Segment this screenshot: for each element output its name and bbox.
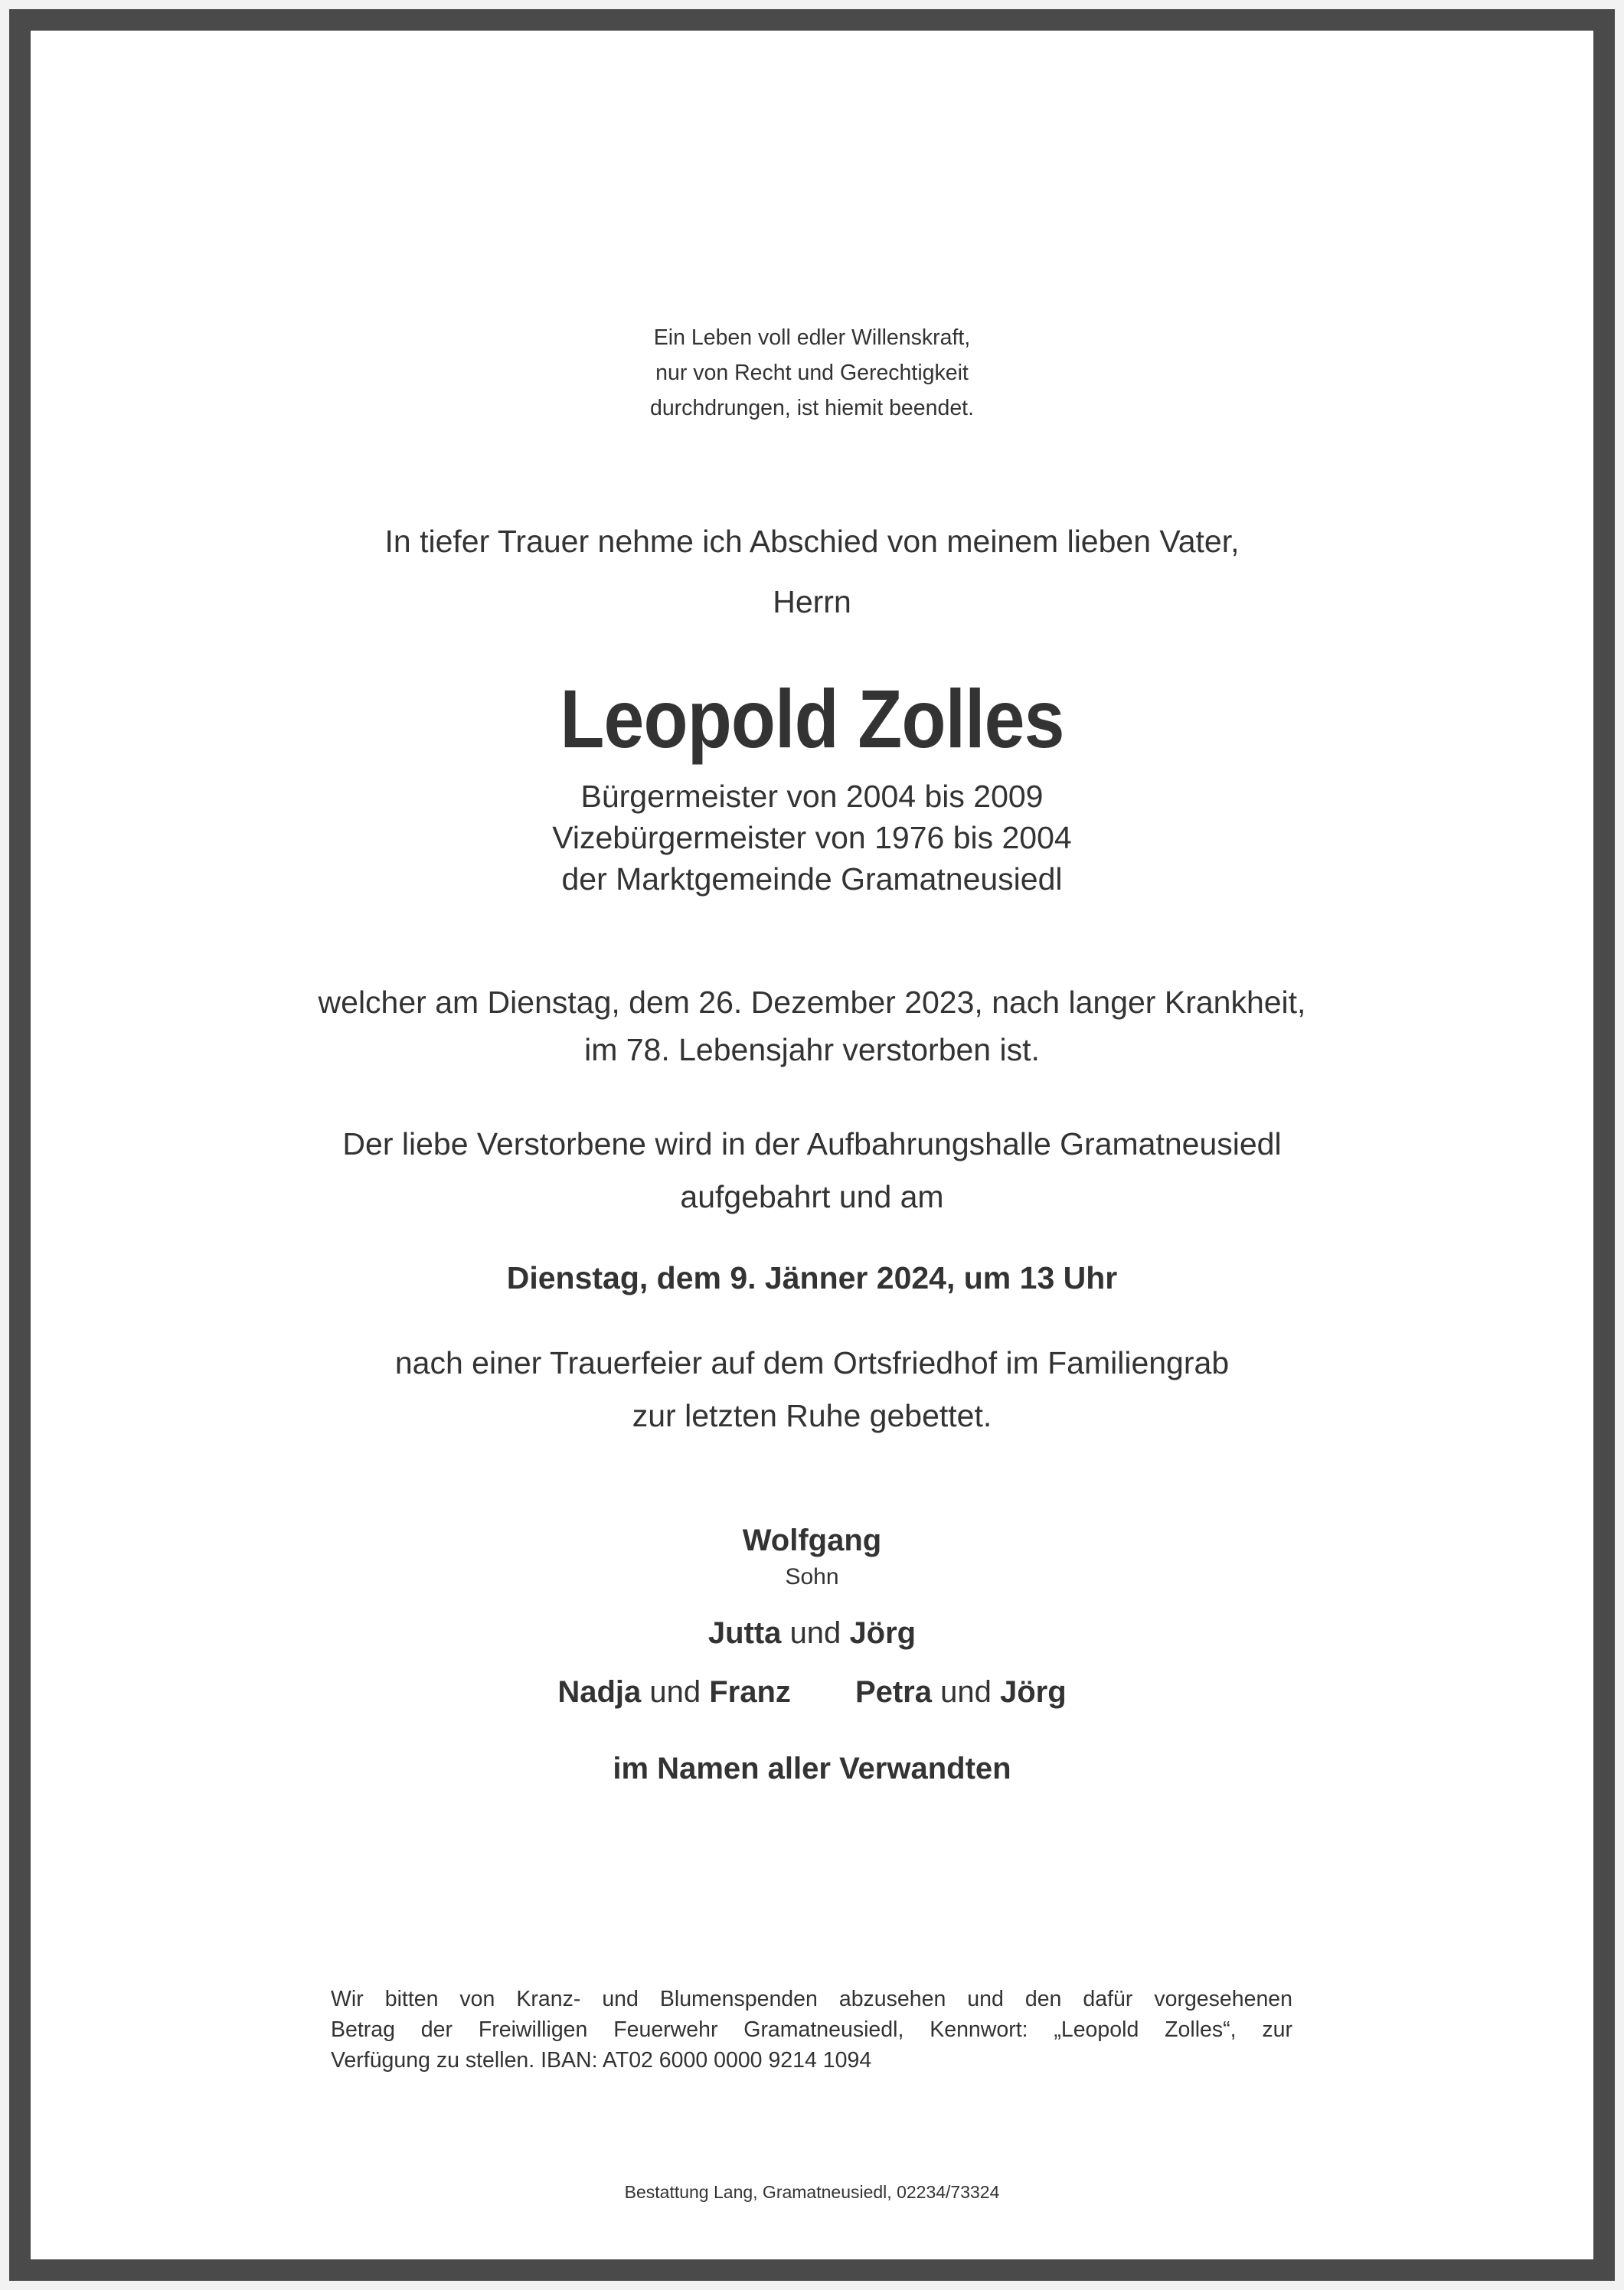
burial-line: nach einer Trauerfeier auf dem Ortsfriedhof im Familiengrab (394, 1345, 1230, 1380)
mourner-name: Nadja (557, 1675, 642, 1709)
mourners-closing: im Namen aller Verwandten (613, 1752, 1011, 1785)
laid-out-line: aufgebahrt und am (680, 1179, 944, 1214)
donation-line: Verfügung zu stellen. IBAN: AT02 6000 0000 9214 1094 (331, 2048, 872, 2073)
motto-line: durchdrungen, ist hiemit beendet. (649, 396, 975, 420)
title-line: Bürgermeister von 2004 bis 2009 (580, 779, 1044, 814)
motto-line: nur von Recht und Gerechtigkeit (655, 361, 969, 385)
motto-verse (0, 320, 1624, 426)
deceased-name: Leopold Zolles (560, 672, 1064, 765)
death-line: im 78. Lebensjahr verstorben ist. (584, 1032, 1040, 1067)
mourner-couple (0, 1610, 1624, 1656)
mourner-couples-row (0, 1669, 1624, 1715)
title-line: der Marktgemeinde Gramatneusiedl (561, 861, 1063, 897)
mourner-conjunction: und (649, 1675, 701, 1709)
mourner-primary-relation: Sohn (785, 1564, 839, 1589)
death-notice (0, 978, 1624, 1073)
funeral-home-footer: Bestattung Lang, Gramatneusiedl, 02234/73324 (624, 2182, 1000, 2202)
mourner-couple (855, 1669, 1067, 1715)
motto-line: Ein Leben voll edler Willenskraft, (653, 325, 971, 350)
burial-notice (0, 1337, 1624, 1442)
mourner-conjunction: und (940, 1675, 992, 1709)
mourner-conjunction: und (789, 1616, 841, 1650)
laid-out-line: Der liebe Verstorbene wird in der Aufbahrungshalle Gramatneusiedl (342, 1126, 1282, 1161)
mourner-couple (557, 1669, 791, 1715)
mourner-name: Jörg (849, 1616, 917, 1650)
intro-text: In tiefer Trauer nehme ich Abschied von meinem lieben Vater, (384, 524, 1240, 559)
donation-line: Betrag der Freiwilligen Feuerwehr Gramatneusiedl, Kennwort: „Leopold Zolles“, zur (331, 2017, 1292, 2042)
donation-request (331, 1984, 1292, 2076)
deceased-titles (0, 776, 1624, 900)
mourner-name: Franz (709, 1675, 791, 1709)
laid-out-notice (0, 1118, 1624, 1223)
funeral-date: Dienstag, dem 9. Jänner 2024, um 13 Uhr (506, 1260, 1118, 1295)
mourner-name: Petra (854, 1675, 932, 1709)
donation-line: Wir bitten von Kranz- und Blumenspenden abzusehen und den dafür vorgesehenen (331, 1987, 1292, 2011)
death-line: welcher am Dienstag, dem 26. Dezember 2023, nach langer Krankheit, (318, 985, 1306, 1020)
mourner-primary-name: Wolfgang (742, 1524, 882, 1557)
mourner-name: Jörg (1000, 1675, 1067, 1709)
mourner-name: Jutta (707, 1616, 782, 1650)
burial-line: zur letzten Ruhe gebettet. (632, 1398, 992, 1433)
title-line: Vizebürgermeister von 1976 bis 2004 (552, 820, 1072, 855)
salutation: Herrn (773, 584, 851, 619)
